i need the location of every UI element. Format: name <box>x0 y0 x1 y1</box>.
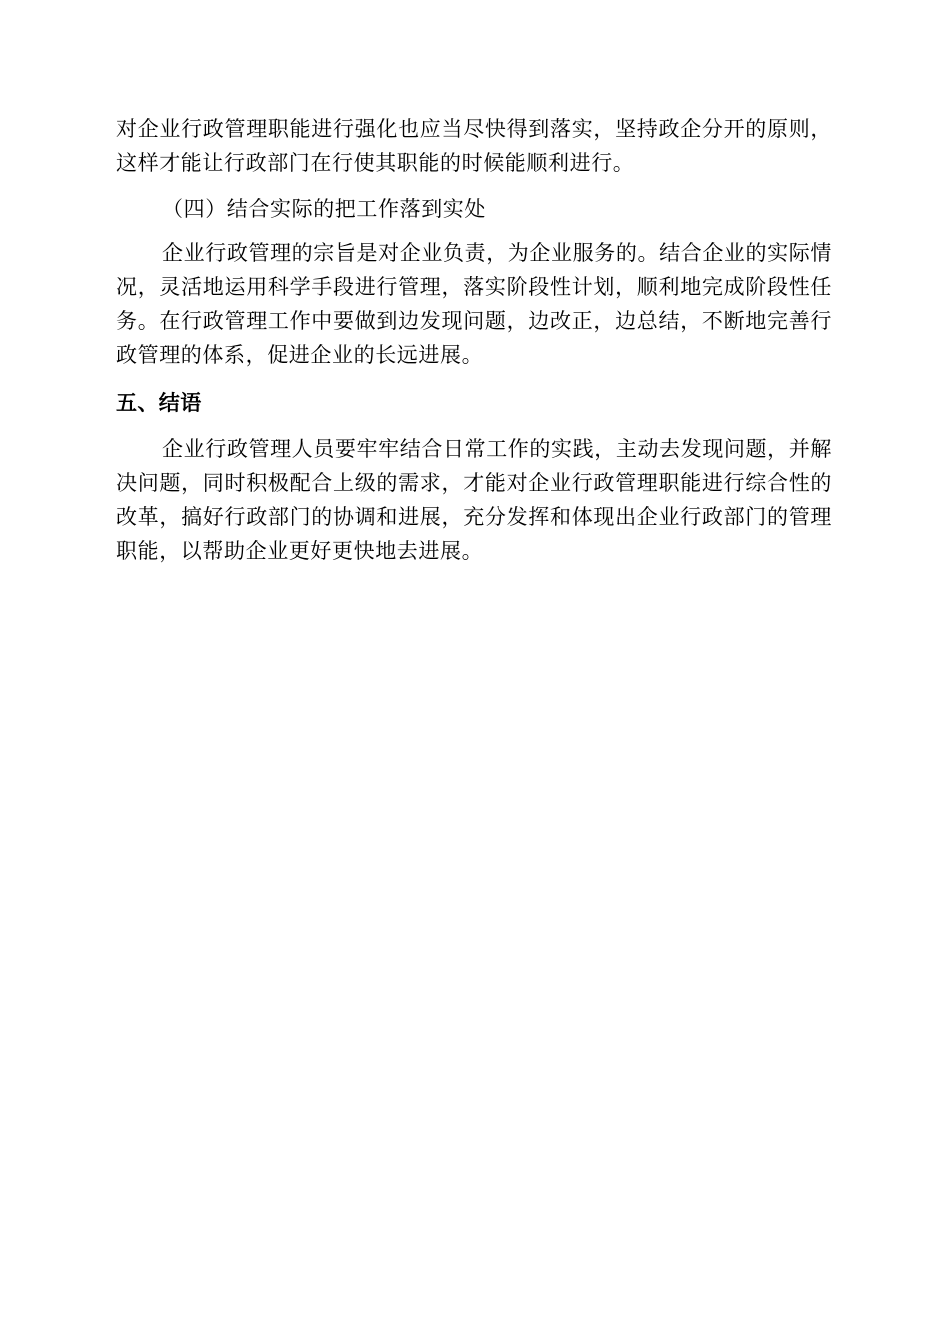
section-heading-conclusion: 五、结语 <box>116 391 202 415</box>
subheading-four: （四）结合实际的把工作落到实处 <box>162 197 486 221</box>
document-body <box>116 112 832 568</box>
paragraph-four: 企业行政管理的宗旨是对企业负责，为企业服务的。结合企业的实际情况，灵活地运用科学手段进行管理，落实阶段性计划，顺利地完成阶段性任务。在行政管理工作中要做到边发现问题，边改正，边总结，不断地完善行政管理的体系，促进企业的长远进展。 <box>116 241 832 367</box>
paragraph-conclusion: 企业行政管理人员要牢牢结合日常工作的实践，主动去发现问题，并解决问题，同时积极配合上级的需求，才能对企业行政管理职能进行综合性的改革，搞好行政部门的协调和进展，充分发挥和体现出企业行政部门的管理职能，以帮助企业更好更快地去进展。 <box>116 437 832 563</box>
paragraph-continuation: 对企业行政管理职能进行强化也应当尽快得到落实，坚持政企分开的原则，这样才能让行政部门在行使其职能的时候能顺利进行。 <box>116 117 832 175</box>
